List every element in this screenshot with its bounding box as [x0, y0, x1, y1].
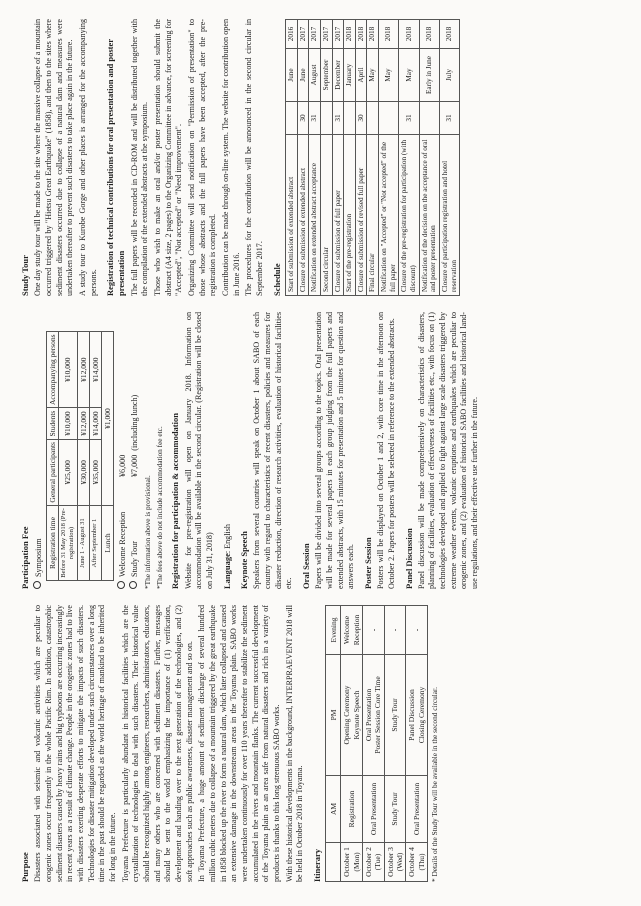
schedule-section [272, 19, 460, 296]
schedule-month-cell: August [309, 49, 321, 102]
language-section [222, 312, 234, 589]
schedule-month-cell: May [379, 49, 399, 102]
schedule-month-cell: April [355, 49, 367, 102]
fee-col-header: General participants [46, 439, 58, 505]
itinerary-cell: Panel Discussion Closing Ceremony [406, 655, 428, 776]
fee-col-header: Accompanying persons [46, 332, 58, 408]
table-row [309, 20, 321, 296]
poster-heading: Poster Session [363, 537, 374, 589]
fee-col-header: Registration time [46, 506, 58, 581]
tour-paragraph: One day study tour will be made to the site where the massive collapse of a mountain occurred triggered by "Hietsu Great Earthquake" (1858), and then to the sites where sediment disasters occurred due to collapse of a natural dam and measures were undertaken thereafter to prevent such disasters to take place again in the future. [33, 19, 75, 296]
panel-section [404, 312, 481, 589]
fee-time-cell: June 1 - August 31 [77, 506, 89, 581]
purpose-paragraph: Toyama Prefecture is particularly abundant in historical facilities which are the crystallization of technologies to deal with such disasters. Their historical value should be recognized highly among engineers, researchers, administrators, educators, and many others who are concerned with sediment disasters. Further, messages should be sent to the world emphasizing the importance of (1) verification, development and handing over to the next generation of the technologies, and (2) soft approaches such as public awareness, disaster management and so on. [120, 605, 194, 882]
schedule-month-cell: May [367, 49, 379, 102]
itinerary-day-cell: October 3 (Wed) [384, 843, 406, 882]
schedule-day-cell [285, 102, 297, 135]
column-left [20, 605, 625, 882]
fee-col-header: Students [46, 408, 58, 439]
schedule-year-cell: 2018 [439, 20, 459, 49]
schedule-year-cell: 2017 [320, 20, 332, 49]
tour-fee-note: (including lunch) [130, 394, 140, 451]
registration-heading: Registration for participation & accommodation [170, 413, 181, 589]
schedule-day-cell: 31 [309, 102, 321, 135]
contrib-paragraph: Those who wish to make an oral and/or poster presentation should submit the abstract (A4 size, 2 pages) to the Organizing Committee in advance, for screening for "Accepted", "Not accepted" or "Need improvement". [153, 19, 184, 296]
schedule-month-cell: May [399, 49, 419, 102]
schedule-year-cell: 2017 [309, 20, 321, 49]
fee-cell: ¥25,000 [58, 439, 77, 505]
schedule-day-cell [419, 102, 439, 135]
schedule-month-cell: January [344, 49, 356, 102]
schedule-item-cell: Notification on "Accepted" or "Not accepted" of the full paper [379, 135, 399, 296]
table-row [367, 20, 379, 296]
purpose-heading: Purpose [20, 852, 30, 882]
column-right [20, 19, 625, 296]
oral-text: Papers will be divided into several groups according to the topics. Oral presentation will be made for several papers in each group judging from the full papers and extended abstracts, with 15 minutes for presentation and 5 minutes for question and answers each. [314, 312, 356, 589]
oral-section [301, 312, 357, 589]
schedule-month-cell: June [297, 49, 309, 102]
table-row [101, 332, 113, 581]
schedule-year-cell: 2018 [419, 20, 439, 49]
schedule-item-cell: Notification on extended abstract acceptance [309, 135, 321, 296]
table-row [344, 20, 356, 296]
fee-header-row [46, 332, 58, 581]
welcome-label: Welcome Reception [117, 511, 127, 577]
purpose-section [20, 605, 306, 882]
table-row [77, 332, 89, 581]
schedule-day-cell: 31 [439, 102, 459, 135]
itinerary-note: * Details of the Study Tour will be available in the second circular. [430, 687, 440, 882]
schedule-day-cell [344, 102, 356, 135]
schedule-year-cell: 2017 [332, 20, 344, 49]
table-row [362, 606, 384, 882]
table-row [406, 606, 428, 882]
circle-bullet-icon [33, 581, 41, 589]
table-row [285, 20, 297, 296]
schedule-year-cell: 2018 [399, 20, 419, 49]
fee-cell: ¥35,000 [89, 439, 101, 505]
tour-fee-label: Study Tour [130, 541, 140, 577]
panel-text: Panel discussion will be made comprehensively on characteristics of disasters, planning of facilities, evaluation of effectiveness of facilities etc., with focus on (1) technologies developed and applied to fight against large scale disasters triggered by extreme weather events, volcanic eruptions and earthquakes which are peculiar to orogenic zones, and (2) evaluation of historical SABO facilities and historical land-use regulations, and their effective use further in the future. [416, 312, 480, 589]
fee-note: *The information above is provisional. [143, 475, 153, 589]
schedule-day-cell: 31 [332, 102, 344, 135]
schedule-month-cell: July [439, 49, 459, 102]
fee-cell: ¥30,000 [77, 439, 89, 505]
schedule-day-cell: 30 [297, 102, 309, 135]
itinerary-table [325, 605, 428, 882]
schedule-year-cell: 2018 [344, 20, 356, 49]
table-row [320, 20, 332, 296]
schedule-item-cell: Start of submission of extended abstract [285, 135, 297, 296]
itinerary-cell: - [384, 606, 406, 655]
schedule-day-cell [379, 102, 399, 135]
contrib-heading: Registration of technical contributions for oral presentation and poster presentation [105, 39, 127, 296]
fee-cell: ¥10,000 [58, 408, 77, 439]
schedule-item-cell: Closure of submission of revised full paper [355, 135, 367, 296]
fee-table [46, 331, 114, 581]
poster-section [363, 312, 398, 589]
fee-cell: ¥14,000 [89, 408, 101, 439]
fee-time-cell: After September 1 [89, 506, 101, 581]
itinerary-section [312, 605, 440, 882]
schedule-year-cell: 2018 [367, 20, 379, 49]
schedule-day-cell: 31 [399, 102, 419, 135]
language-heading: Language [221, 553, 232, 589]
fee-cell: ¥12,000 [77, 332, 89, 408]
itinerary-cell: Registration [341, 776, 363, 843]
fee-note: *The fees above do not include accommodation fee etc. [154, 426, 164, 589]
itinerary-col-header [326, 843, 341, 882]
purpose-paragraph: With these historical developments in the background, INTERPRAEVENT 2018 will be held in October 2018 in Toyama. [284, 605, 305, 882]
schedule-item-cell: Closure of the pre-registration for participation (with discount) [399, 135, 419, 296]
contrib-section [105, 19, 266, 296]
table-row [89, 332, 101, 581]
lunch-label: Lunch [101, 506, 113, 581]
circle-bullet-icon [117, 581, 125, 589]
itinerary-day-cell: October 1 (Mon) [341, 843, 363, 882]
circle-bullet-icon [129, 581, 137, 589]
lunch-fee: ¥1,000 [101, 332, 113, 506]
schedule-month-cell: Early in June [419, 49, 439, 102]
registration-text: Website for pre-registration will open on January 2018. Information on accommodation will be available in the second circular. (Registration will be closed on July 31, 2018) [183, 312, 214, 589]
itinerary-cell: Study Tour [384, 655, 406, 776]
purpose-paragraph: In Toyama Prefecture, a huge amount of sediment discharge of several hundred million cubic meters due to collapse of a mountain triggered by the great earthquake in 1858 blocked up the river to form a natural dam, which later collapsed and caused an extensive damage in the downstream areas in the Toyama plain. SABO works were undertaken continuously for over 110 years thereafter to stabilize the sediment accumulated in the rivers and mountain flanks. The current successful development of the Toyama plain as an area safe from natural disasters and rich in a variety of products is thanks to this long strenuous SABO works. [197, 605, 281, 882]
schedule-year-cell: 2016 [285, 20, 297, 49]
column-middle [20, 312, 625, 589]
oral-heading: Oral Session [301, 543, 312, 589]
schedule-year-cell: 2017 [297, 20, 309, 49]
tour-option [129, 312, 141, 589]
schedule-month-cell: June [285, 49, 297, 102]
keynote-section [239, 312, 295, 589]
table-row [341, 606, 363, 882]
schedule-item-cell: Second circular [320, 135, 332, 296]
contrib-paragraph: Contribution can be made through on-line system. The website for contribution open in June 2016. [221, 19, 241, 296]
keynote-heading: Keynote Speech [239, 531, 250, 589]
schedule-item-cell: Notification of the decision on the acceptance of oral and poster presentation [419, 135, 439, 296]
itinerary-cell: Oral Presentation Poster Session Core Time [362, 655, 384, 776]
tour-heading: Study Tour [20, 255, 30, 296]
table-row [297, 20, 309, 296]
fee-cell: ¥14,000 [89, 332, 101, 408]
itinerary-cell: Study Tour [384, 776, 406, 843]
schedule-day-cell [320, 102, 332, 135]
panel-heading: Panel Discussion [403, 528, 414, 589]
schedule-table [285, 19, 460, 296]
language-value: : English [222, 524, 232, 554]
fee-time-cell: Before 31 May 2018 (Pre-registration) [58, 506, 77, 581]
symposium-label: Symposium [34, 538, 44, 577]
table-row [384, 606, 406, 882]
itinerary-col-header: PM [326, 655, 341, 776]
purpose-paragraph: Disasters associated with seismic and volcanic activities which are peculiar to orogenic zones occur frequently in the whole Pacific Rim. In addition, catastrophic sediment disasters caused by heavy rains and big typhoons are occurring increasingly in recent years as a result of climate change. People in the orogenic zones had to live with disasters exerting desperate efforts to mitigate the impacts of such disasters. Technologies for disaster mitigation developed under such circumstances over a long time in the past should be regarded as the world heritage of mankind to be inherited for long in the future. [33, 605, 117, 882]
contrib-paragraph: The full papers will be recorded in CD-ROM and will be distributed together with the compilation of the extended abstracts at the symposium. [129, 19, 150, 296]
itinerary-cell: Oral Presentation [406, 776, 428, 843]
itinerary-col-header: AM [326, 776, 341, 843]
itinerary-cell: Opening Ceremony Keynote Speech [341, 655, 363, 776]
itinerary-col-header: Evening [326, 606, 341, 655]
schedule-item-cell: Closure of submission of full paper [332, 135, 344, 296]
itinerary-cell: Oral Presentation [362, 776, 384, 843]
table-row [355, 20, 367, 296]
table-row [332, 20, 344, 296]
fee-cell: ¥10,000 [58, 332, 77, 408]
contrib-paragraph: Organizing Committee will send notification on "Permission of presentation" to those whose abstracts and the full papers have been accepted, after the pre-registration is completed. [187, 19, 218, 296]
itinerary-cell: - [362, 606, 384, 655]
schedule-month-cell: September [320, 49, 332, 102]
registration-section [170, 312, 215, 589]
fee-heading: Participation Fee [20, 526, 30, 589]
schedule-day-cell [367, 102, 379, 135]
table-row [58, 332, 77, 581]
table-row [439, 20, 459, 296]
table-row [399, 20, 419, 296]
schedule-item-cell: Closure of participation registration and hotel reservation [439, 135, 459, 296]
schedule-year-cell: 2018 [379, 20, 399, 49]
schedule-item-cell: Closure of submission of extended abstract [297, 135, 309, 296]
fee-section [20, 312, 164, 589]
fee-cell: ¥12,000 [77, 408, 89, 439]
welcome-fee: ¥6,000 [117, 454, 127, 477]
schedule-month-cell: December [332, 49, 344, 102]
schedule-year-cell: 2018 [355, 20, 367, 49]
itinerary-heading: Itinerary [312, 848, 323, 882]
itinerary-header-row [326, 606, 341, 882]
poster-text: Posters will be displayed on October 1 and 2, with core time in the afternoon on October 2. Papers for posters will be selected in reference to the extended abstracts. [376, 312, 396, 589]
tour-fee: ¥7,000 [130, 454, 140, 477]
schedule-item-cell: Final circular [367, 135, 379, 296]
schedule-heading: Schedule [271, 263, 282, 296]
itinerary-cell: Welcome Reception [341, 606, 363, 655]
itinerary-day-cell: October 2 (Tue) [362, 843, 384, 882]
schedule-day-cell: 30 [355, 102, 367, 135]
itinerary-day-cell: October 4 (Thu) [406, 843, 428, 882]
tour-paragraph: A study tour to Kurobe Gorge and other places is arranged for the accompanying persons. [77, 19, 98, 296]
tour-section [20, 19, 99, 296]
table-row [379, 20, 399, 296]
contrib-paragraph: The procedures for the contribution will be announced in the second circular in September 2017. [244, 19, 265, 296]
keynote-text: Speakers from several countries will speak on October 1 about SABO of each country with regard to characteristics of recent disasters, policies and measures for disaster reduction, direction of research activities, evaluation of historical facilities etc. [252, 312, 294, 589]
schedule-item-cell: Start of the pre-registration [344, 135, 356, 296]
table-row [419, 20, 439, 296]
welcome-option [117, 312, 129, 589]
symposium-option [33, 312, 45, 589]
itinerary-cell: - [406, 606, 428, 655]
